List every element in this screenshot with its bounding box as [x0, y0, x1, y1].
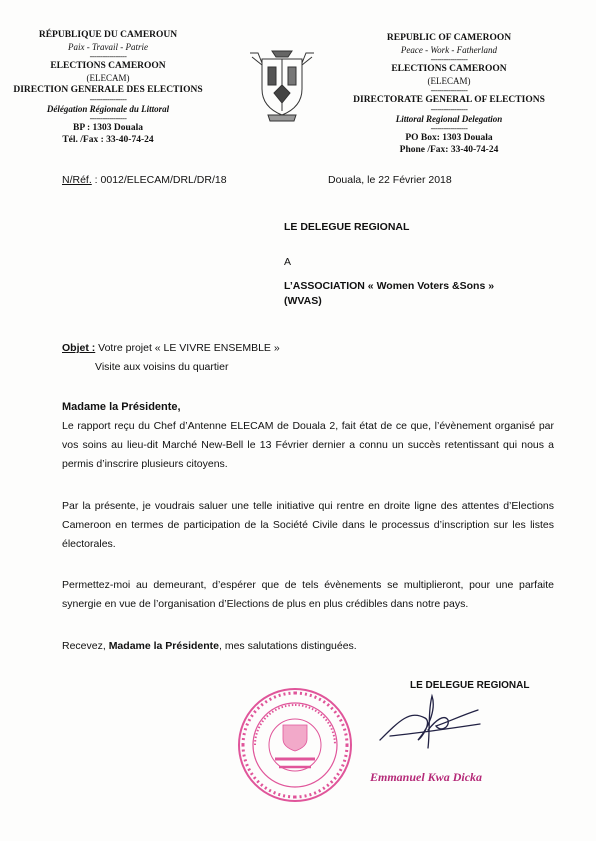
sender-title: LE DELEGUE REGIONAL	[284, 221, 410, 233]
po-box-fr: BP : 1303 Douala	[73, 123, 143, 133]
to-word: A	[284, 256, 292, 268]
header-left-french	[8, 29, 208, 146]
separator: -----------------	[430, 55, 468, 64]
motto-fr: Paix - Travail - Patrie	[68, 42, 148, 52]
recipient-line-1: L’ASSOCIATION « Women Voters &Sons »	[284, 280, 495, 292]
recipient-line-2: (WVAS)	[284, 295, 322, 307]
coat-of-arms-icon	[248, 45, 316, 125]
delegation-fr: Délégation Régionale du Littoral	[46, 104, 170, 114]
separator: -----------------	[430, 105, 468, 114]
salutation: Madame la Présidente,	[62, 401, 181, 413]
body-paragraph-2: Par la présente, je voudrais saluer une telle initiative qui rentre en droite ligne des attentes d’Elections Cameroon en termes de participation de la Société Civile dans le processus d’inscription sur les listes électorales.	[62, 500, 554, 550]
separator: -----------------	[89, 114, 127, 123]
phone-en: Phone /Fax: 33-40-74-24	[399, 145, 499, 155]
place-date: Douala, le 22 Février 2018	[328, 174, 452, 186]
subject-line	[62, 342, 280, 354]
separator: -----------------	[89, 95, 127, 104]
subject-text: Votre projet « LE VIVRE ENSEMBLE »	[95, 342, 280, 354]
closing-after: , mes salutations distinguées.	[218, 640, 357, 652]
org-name-fr: ELECTIONS CAMEROON	[50, 61, 166, 71]
country-name-fr: RÉPUBLIQUE DU CAMEROUN	[38, 30, 178, 40]
header-right-english	[338, 32, 560, 156]
org-abbr-en: (ELECAM)	[427, 76, 471, 86]
subject-label: Objet :	[62, 342, 96, 354]
delegation-en: Littoral Regional Delegation	[395, 114, 503, 124]
separator: -----------------	[89, 52, 127, 61]
phone-fr: Tél. /Fax : 33-40-74-24	[62, 135, 154, 145]
org-name-en: ELECTIONS CAMEROON	[391, 64, 507, 74]
reference-value: : 0012/ELECAM/DRL/DR/18	[91, 174, 227, 186]
country-name-en: REPUBLIC OF CAMEROON	[386, 33, 512, 43]
separator: -----------------	[430, 124, 468, 133]
reference-line	[62, 174, 227, 186]
closing-before: Recevez,	[62, 640, 109, 652]
handwritten-signature-icon	[370, 690, 490, 760]
reference-label: N/Réf.	[62, 174, 92, 186]
closing-line	[62, 640, 357, 652]
signature-title: LE DELEGUE REGIONAL	[410, 680, 530, 691]
motto-en: Peace - Work - Fatherland	[400, 45, 498, 55]
po-box-en: PO Box: 1303 Douala	[405, 133, 493, 143]
closing-bold: Madame la Présidente	[108, 640, 219, 652]
directorate-en: DIRECTORATE GENERAL OF ELECTIONS	[353, 95, 545, 105]
separator: -----------------	[430, 86, 468, 95]
body-paragraph-1: Le rapport reçu du Chef d’Antenne ELECAM de Douala 2, fait état de ce que, l’évènement organisé par vos soins au lieu-dit Marché New-Bell le 13 Février dernier a connu un succès retentissant qui nous a permis d’inscrire plusieurs citoyens.	[62, 420, 554, 470]
directorate-fr: DIRECTION GENERALE DES ELECTIONS	[13, 85, 203, 95]
signatory-name: Emmanuel Kwa Dicka	[370, 770, 483, 784]
subject-line-2: Visite aux voisins du quartier	[95, 361, 229, 373]
official-stamp-icon	[235, 685, 355, 805]
org-abbr-fr: (ELECAM)	[86, 73, 130, 83]
body-paragraph-3: Permettez-moi au demeurant, d’espérer que de tels évènements se multiplieront, pour une parfaite synergie en vue de l’organisation d’Elections de plus en plus crédibles dans notre pays.	[62, 579, 554, 610]
